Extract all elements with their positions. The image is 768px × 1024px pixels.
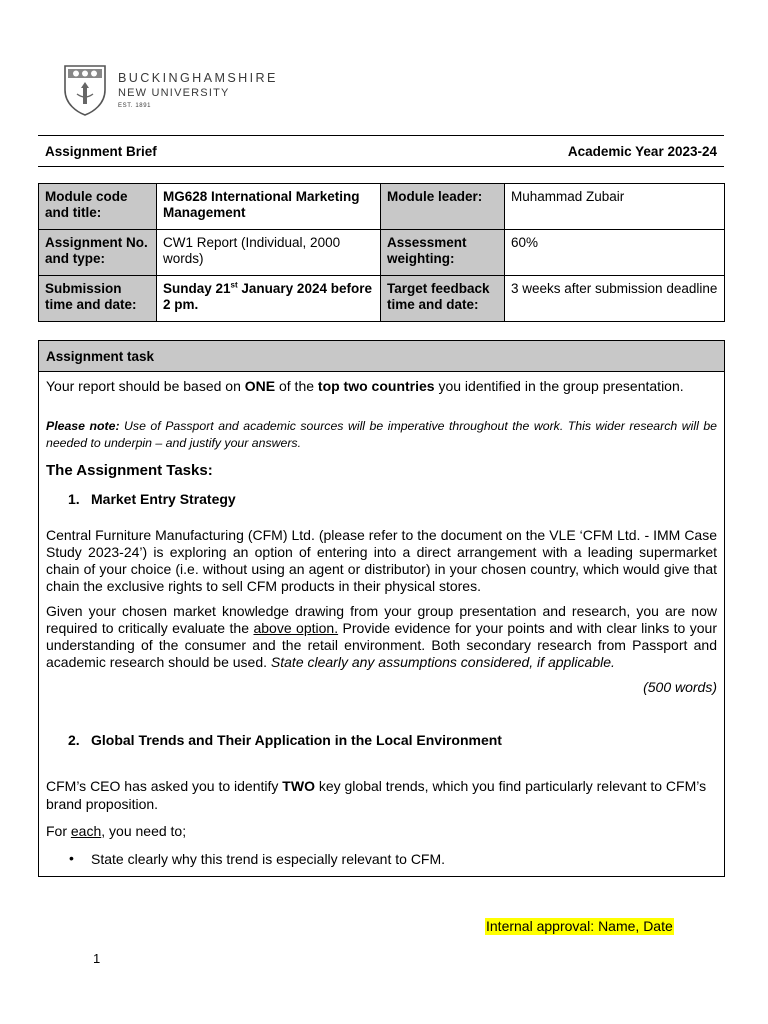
task-2-paragraph-1: CFM’s CEO has asked you to identify TWO key global trends, which you find particularly relevant to CFM’s brand proposition. (46, 778, 707, 812)
intro-paragraph: Your report should be based on ONE of the top two countries you identified in the group presentation. (46, 378, 684, 394)
submission-label: Submission time and date: (39, 276, 157, 322)
task-1-paragraph-2: Given your chosen market knowledge drawing from your group presentation and research, you are now required to critically evaluate the above option. Provide evidence for your points and with clear links to your understanding of the consumer and the retail environment. Both secondary research from Passport and academic research should be used. State clearly any assumptions considered, if applicable. (46, 603, 717, 670)
assignment-task-header (39, 341, 724, 372)
brief-header-bar (38, 135, 724, 167)
assignment-tasks-heading: The Assignment Tasks: (46, 462, 213, 479)
assignment-type-label: Assignment No. and type: (39, 230, 157, 276)
feedback-label: Target feedback time and date: (381, 276, 505, 322)
page-number: 1 (93, 951, 101, 966)
table-row (39, 276, 725, 322)
table-row (39, 184, 725, 230)
academic-year: Academic Year 2023-24 (567, 144, 717, 159)
weighting-label: Assessment weighting: (381, 230, 505, 276)
weighting-value: 60% (505, 230, 725, 276)
university-subtitle: NEW UNIVERSITY (118, 87, 230, 99)
submission-value: Sunday 21st January 2024 before 2 pm. (157, 276, 381, 322)
word-count: (500 words) (643, 679, 717, 695)
assignment-brief-title: Assignment Brief (45, 144, 157, 159)
module-code-label: Module code and title: (39, 184, 157, 230)
assignment-task-box (38, 340, 725, 877)
module-info-table (38, 183, 725, 322)
module-leader-label: Module leader: (381, 184, 505, 230)
bullet-item: State clearly why this trend is especially relevant to CFM. (91, 851, 446, 867)
feedback-value: 3 weeks after submission deadline (505, 276, 725, 322)
university-logo (63, 64, 293, 116)
please-note-paragraph: Please note: Use of Passport and academic sources will be imperative throughout the work. This wider research will be needed to underpin – and justify your answers. (46, 419, 717, 450)
module-code-value: MG628 International Marketing Management (157, 184, 381, 230)
table-row (39, 230, 725, 276)
task-2-title: Global Trends and Their Application in the Local Environment (91, 732, 502, 748)
task-1-number: 1. (68, 491, 80, 507)
assignment-type-value: CW1 Report (Individual, 2000 words) (157, 230, 381, 276)
task-2-number: 2. (68, 732, 80, 748)
task-1-title: Market Entry Strategy (91, 491, 236, 507)
module-leader-value: Muhammad Zubair (505, 184, 725, 230)
task-1-paragraph-1: Central Furniture Manufacturing (CFM) Ltd. (please refer to the document on the VLE ‘CFM Ltd. - IMM Case Study 2023-24’) is exploring an option of entering into a direct arrangement with a leading supermarket chain of your choice (i.e. without using an agent or distributor) in your chosen country, which would give that chain the exclusive rights to sell CFM products in their physical stores. (46, 527, 717, 594)
university-crest-icon (63, 64, 107, 116)
university-established: EST. 1891 (118, 103, 152, 109)
bullet-icon: • (69, 850, 74, 866)
task-2-paragraph-2: For each, you need to; (46, 823, 187, 839)
internal-approval: Internal approval: Name, Date (486, 918, 673, 934)
university-name: BUCKINGHAMSHIRE (118, 71, 278, 85)
assignment-task-heading: Assignment task (46, 349, 155, 364)
